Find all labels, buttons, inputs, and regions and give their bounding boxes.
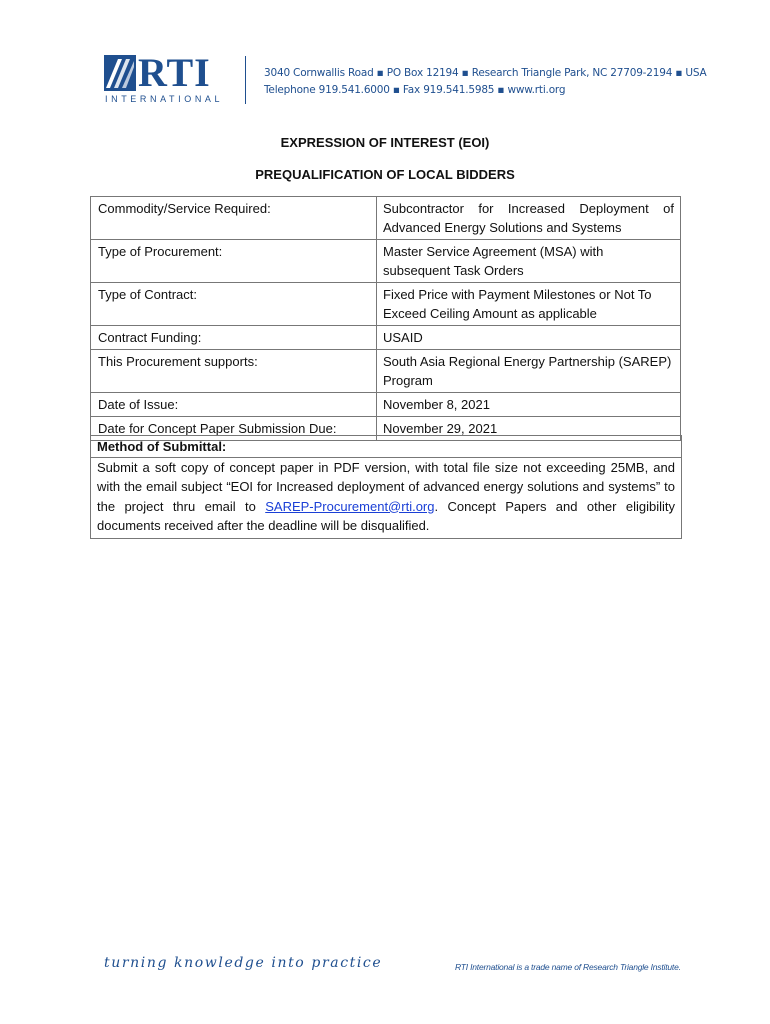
address-line-2: Telephone 919.541.6000 ▪ Fax 919.541.5985 ▪ www.rti.org: [264, 84, 566, 96]
rti-logo-mark-icon: [104, 55, 136, 91]
row-label: Commodity/Service Required:: [91, 197, 377, 240]
document-title: EXPRESSION OF INTEREST (EOI): [280, 135, 490, 150]
letterhead-address: [264, 65, 707, 99]
method-text-after: . Concept Papers and other eligibility documents received after the deadline will be disqualified.: [97, 498, 675, 533]
table-row: [91, 197, 681, 240]
row-value: Fixed Price with Payment Milestones or Not To Exceed Ceiling Amount as applicable: [377, 283, 681, 326]
row-label: Type of Procurement:: [91, 240, 377, 283]
address-line-1: 3040 Cornwallis Road ▪ PO Box 12194 ▪ Research Triangle Park, NC 27709-2194 ▪ USA: [264, 67, 707, 79]
table-row: [91, 350, 681, 393]
procurement-email-link[interactable]: SAREP-Procurement@rti.org: [265, 498, 435, 514]
logo-subtitle: INTERNATIONAL: [105, 94, 224, 104]
procurement-info-table: [90, 196, 681, 441]
header-divider: [245, 56, 246, 104]
rti-logo: [104, 50, 229, 105]
row-value: November 8, 2021: [377, 393, 681, 417]
table-row: [91, 283, 681, 326]
document-subtitle: PREQUALIFICATION OF LOCAL BIDDERS: [255, 167, 515, 182]
row-label: This Procurement supports:: [91, 350, 377, 393]
row-value: Subcontractor for Increased Deployment of Advanced Energy Solutions and Systems: [377, 197, 681, 240]
table-row: [91, 393, 681, 417]
method-of-submittal-box: [90, 435, 682, 539]
footer-tagline: turning knowledge into practice: [104, 955, 383, 971]
footer-trademark: RTI International is a trade name of Research Triangle Institute.: [455, 962, 681, 972]
table-row: [91, 326, 681, 350]
row-value: Master Service Agreement (MSA) with subsequent Task Orders: [377, 240, 681, 283]
method-text: Submit a soft copy of concept paper in PDF version, with total file size not exceeding 25MB, and with the email subject “EOI for Increased deployment of advanced energy solutions and systems” to the project thru email to: [97, 459, 675, 514]
table-row: [91, 240, 681, 283]
method-heading: Method of Submittal:: [91, 437, 681, 458]
logo-letters: RTI: [138, 50, 211, 95]
row-value: South Asia Regional Energy Partnership (SAREP) Program: [377, 350, 681, 393]
row-label: Date for Concept Paper Submission Due:: [91, 417, 377, 441]
row-value: November 29, 2021: [377, 417, 681, 441]
row-value: USAID: [377, 326, 681, 350]
row-label: Date of Issue:: [91, 393, 377, 417]
row-label: Contract Funding:: [91, 326, 377, 350]
method-body: [97, 458, 675, 536]
row-label: Type of Contract:: [91, 283, 377, 326]
